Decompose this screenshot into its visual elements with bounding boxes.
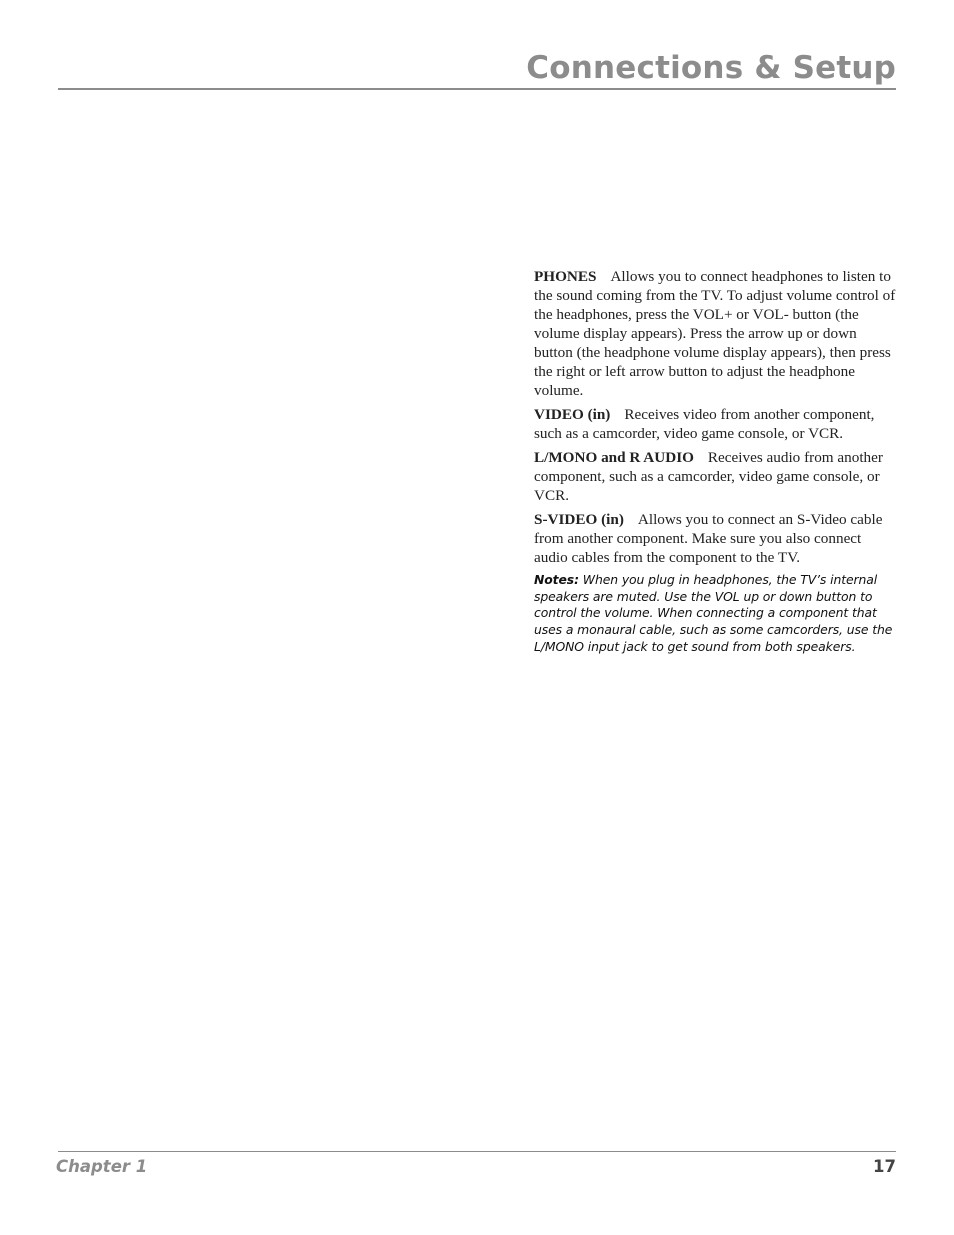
notes-text: When you plug in headphones, the TV’s internal speakers are muted. Use the VOL up or down button to control the volume. When connecting a component that uses a monaural cable, such as some camcorders, use the L/MONO input jack to get sound from both speakers.	[534, 572, 893, 654]
s-video-text: Allows you to connect an S-Video cable from another component. Make sure you also connect audio cables from the component to the TV.	[534, 511, 883, 566]
video-in-text: Receives video from another component, such as a camcorder, video game console, or VCR.	[534, 406, 875, 442]
footer-divider	[58, 1151, 896, 1152]
header-divider	[58, 88, 896, 90]
page-title: Connections & Setup	[526, 50, 896, 86]
audio-description	[534, 448, 896, 505]
phones-text: Allows you to connect headphones to listen to the sound coming from the TV. To adjust volume control of the headphones, press the VOL+ or VOL- button (the volume display appears). Press the arrow up or down button (the headphone volume display appears), then press the right or left arrow button to adjust the headphone volume.	[534, 268, 896, 399]
notes	[534, 572, 896, 656]
phones-term: PHONES	[534, 268, 597, 285]
notes-label: Notes:	[534, 572, 579, 587]
page-number: 17	[873, 1157, 896, 1176]
phones-description	[534, 267, 896, 400]
footer-chapter: Chapter 1	[56, 1157, 148, 1176]
s-video-description	[534, 510, 896, 567]
audio-text: Receives audio from another component, such as a camcorder, video game console, or VCR.	[534, 449, 883, 504]
s-video-term: S-VIDEO (in)	[534, 511, 624, 528]
video-in-description	[534, 405, 896, 443]
video-in-term: VIDEO (in)	[534, 406, 611, 423]
jack-descriptions	[534, 267, 896, 656]
audio-term: L/MONO and R AUDIO	[534, 449, 694, 466]
